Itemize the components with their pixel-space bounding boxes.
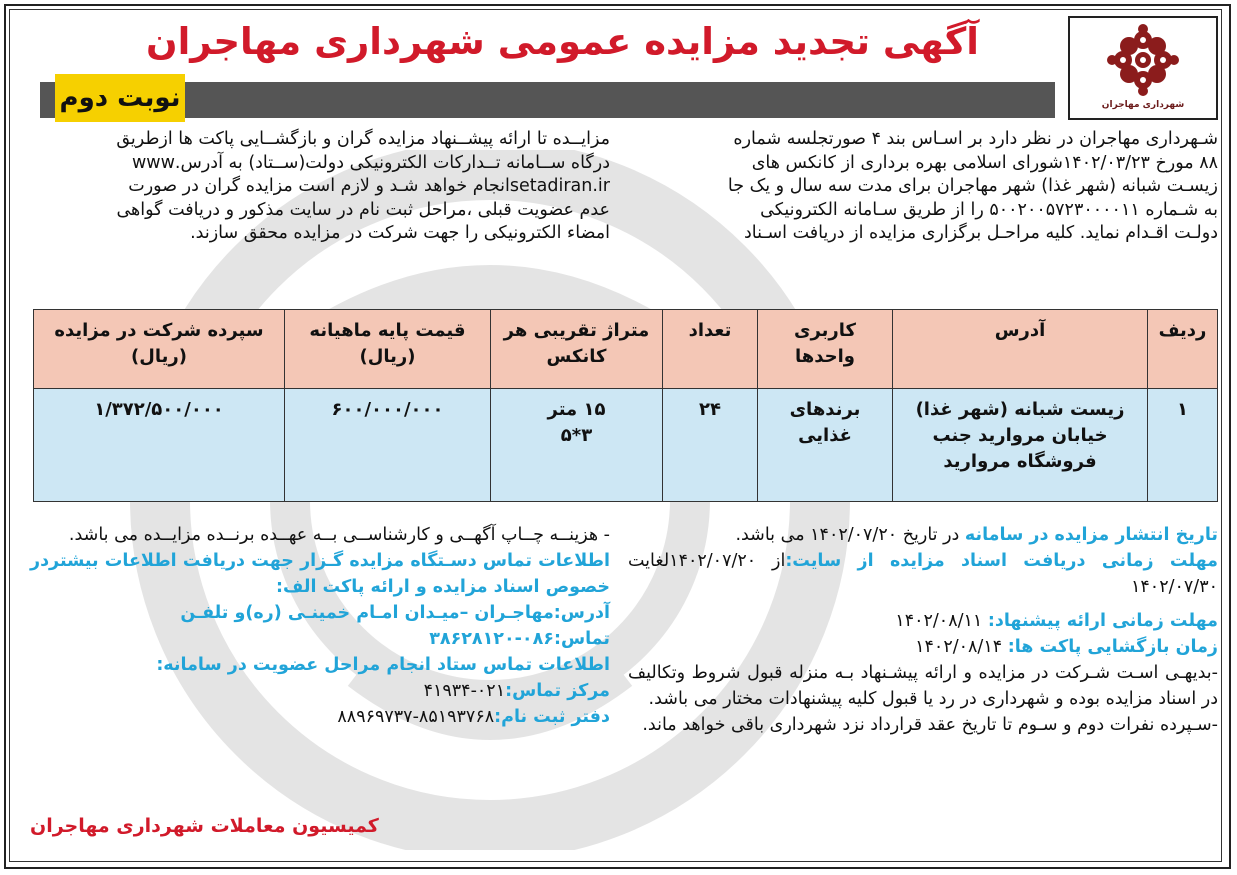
submit-text: ۱۴۰۲/۰۸/۱۱ (895, 611, 988, 631)
signature: کمیسیون معاملات شهرداری مهاجران (30, 815, 379, 837)
office-line (30, 704, 610, 730)
round-badge: نوبت دوم (55, 74, 185, 122)
intro-left-line: درگاه ســامانه تــدارکات الکترونیکی دولت(ســتاد) به آدرس.www (131, 152, 610, 173)
table-row (34, 389, 1218, 502)
publish-label: تاریخ انتشار مزایده در سامانه (964, 525, 1218, 545)
center-line (30, 678, 610, 704)
contact-section (30, 522, 610, 730)
col-header-count: تعداد (663, 310, 758, 389)
table-header-row (34, 310, 1218, 389)
intro-left-line: setadiran.irانجام خواهد شـد و لازم است مزایده گران در صورت (128, 176, 610, 196)
office-text: ۸۵۱۹۳۷۶۸-۸۸۹۶۹۷۳۷ (337, 707, 495, 727)
cell-deposit: ۱/۳۷۲/۵۰۰/۰۰۰ (34, 389, 285, 502)
phone-line (30, 626, 610, 652)
address-text: مهاجـران –میـدان امـام خمینـی (ره)و تلفـن (180, 603, 554, 623)
cell-address: زیست شبانه (شهر غذا) خیابان مروارید جنب فروشگاه مروارید (893, 389, 1148, 502)
area-size: ۱۵ متر (547, 399, 606, 420)
col-header-deposit: سپرده شرکت در مزایده (ریال) (34, 310, 285, 389)
logo-caption: شهرداری مهاجران (1101, 100, 1185, 110)
download-label: مهلت زمانی دریافت اسناد مزایده از سایت: (785, 551, 1218, 571)
cell-base-price: ۶۰۰/۰۰۰/۰۰۰ (285, 389, 491, 502)
submit-label: مهلت زمانی ارائه پیشنهاد: (987, 611, 1218, 631)
intro-left-line: مزایــده تا ارائه پیشــنهاد مزایده گران و بازگشــایی پاکت ها ازطریق (116, 129, 610, 149)
phone-label: تماس: (553, 629, 610, 649)
dates-section (628, 522, 1218, 738)
open-text: ۱۴۰۲/۰۸/۱۴ (915, 637, 1008, 657)
note-deposit: -سـپرده نفرات دوم و سـوم تا تاریخ عقد قرارداد نزد شهرداری باقی خواهد ماند. (642, 715, 1218, 735)
cell-count: ۲۴ (663, 389, 758, 502)
cell-area (491, 389, 663, 502)
cost-note: - هزینــه چــاپ آگهــی و کارشناســی بــه عهــده برنــده مزایــده می باشد. (68, 525, 610, 545)
phone-text: ۰۸۶-۳۸۶۲۸۱۲۰ (429, 629, 554, 649)
auction-table (33, 309, 1218, 502)
download-deadline (628, 548, 1218, 600)
intro-right-line: زیسـت شبانه (شهر غذا) شهر مهاجران برای مدت سه سال و یک جا (727, 176, 1218, 196)
intro-left-paragraph (30, 128, 610, 293)
office-label: دفتر ثبت نام: (494, 707, 610, 727)
address-line (30, 600, 610, 626)
note-acceptance: -بدیهـی اسـت شـرکت در مزایده و ارائه پیشـنهاد بـه منزله قبول شروط وتکالیف در اسناد مزایده بوده و شهرداری در رد یا قبول کلیه پیشنهادات مختار می باشد. (628, 663, 1218, 709)
title-underline-bar (40, 82, 1055, 118)
col-header-address: آدرس (893, 310, 1148, 389)
intro-right-line: شـهرداری مهاجران در نظر دارد بر اسـاس بند ۴ صورتجلسه شماره (733, 129, 1218, 149)
flower-emblem-icon (1070, 20, 1216, 102)
intro-right-paragraph (628, 128, 1218, 293)
cell-usage: برندهای غذایی (758, 389, 893, 502)
col-header-area: متراژ تقریبی هر کانکس (491, 310, 663, 389)
intro-left-line: امضاء الکترونیکی را جهت شرکت در مزایده محقق سازند. (190, 223, 610, 243)
publish-text: در تاریخ ۱۴۰۲/۰۷/۲۰ می باشد. (735, 525, 965, 545)
center-text: ۰۲۱-۴۱۹۳۴ (423, 681, 506, 701)
area-dimensions: ۳*۵ (560, 425, 593, 446)
setad-heading: اطلاعات تماس ستاد انجام مراحل عضویت در سامانه: (156, 655, 610, 675)
open-label: زمان بازگشایی پاکت ها: (1007, 637, 1218, 657)
intro-left-line: عدم عضویت قبلی ،مراحل ثبت نام در سایت مذکور و دریافت گواهی (116, 199, 610, 220)
col-header-usage: کاربری واحدها (758, 310, 893, 389)
cell-index: ۱ (1148, 389, 1218, 502)
center-label: مرکز تماس: (505, 681, 610, 701)
download-text: از ۱۴۰۲/۰۷/۲۰لغایت ۱۴۰۲/۰۷/۳۰ (628, 551, 1218, 597)
opening-date (628, 634, 1218, 660)
col-header-index: ردیف (1148, 310, 1218, 389)
publish-date (628, 522, 1218, 548)
info-heading: اطلاعات تماس دسـتگاه مزایده گـزار جهت دریافت اطلاعات بیشتردر خصوص اسناد مزایده و ارائه پاکت الف: (30, 551, 610, 597)
intro-right-line: دولـت اقـدام نماید. کلیه مراحـل برگزاری مزایده از دریافت اسـناد (743, 223, 1218, 243)
intro-right-line: ۸۸ مورخ ۱۴۰۲/۰۳/۲۳شورای اسلامی بهره برداری از کانکس های (751, 152, 1218, 173)
page-title: آگهی تجدید مزایده عمومی شهرداری مهاجران (146, 20, 979, 63)
submit-deadline (628, 608, 1218, 634)
municipality-logo (1068, 16, 1218, 120)
address-label: آدرس: (553, 603, 610, 623)
intro-right-line: به شـماره ۵۰۰۲۰۰۵۷۲۳۰۰۰۰۱۱ را از طریق سـامانه الکترونیکی (760, 199, 1218, 220)
col-header-base-price: قیمت پایه ماهیانه (ریال) (285, 310, 491, 389)
